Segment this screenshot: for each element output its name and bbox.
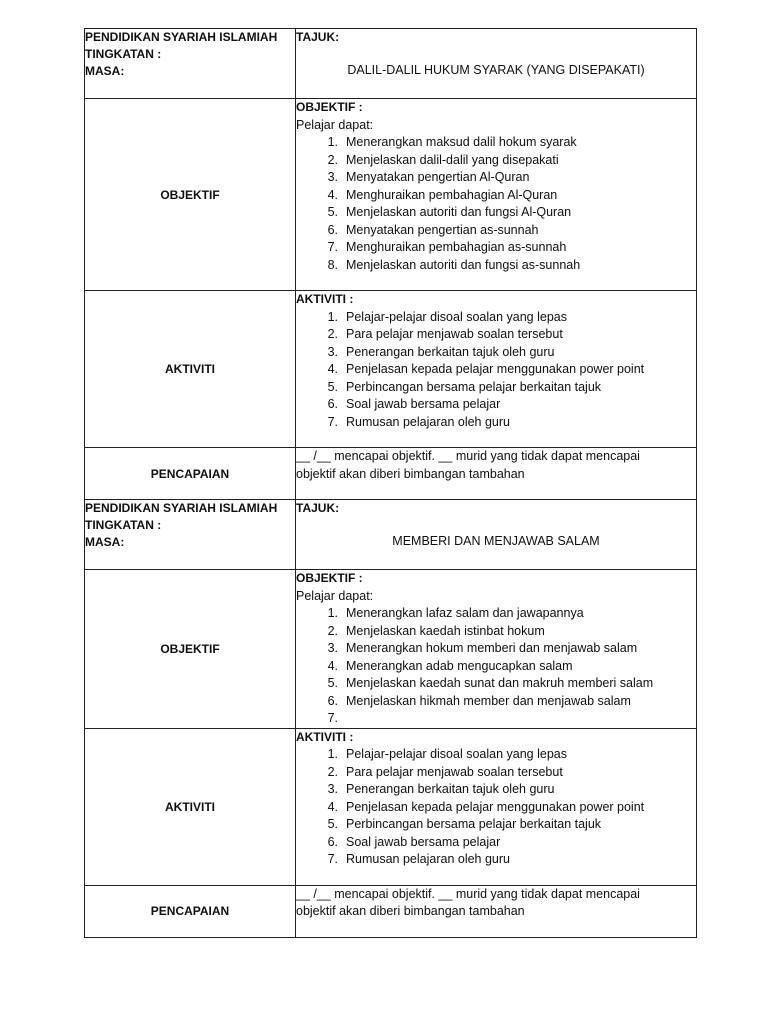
topic-cell bbox=[296, 500, 697, 570]
list-item: 5. Perbincangan bersama pelajar berkaitan tajuk bbox=[327, 817, 602, 831]
achievement-row-label: PENCAPAIAN bbox=[85, 885, 296, 937]
activity-heading: AKTIVITI : bbox=[296, 729, 354, 744]
time-label: MASA: bbox=[85, 535, 125, 549]
list-item: 4. Penjelasan kepada pelajar menggunakan power point bbox=[327, 362, 645, 376]
topic-title: MEMBERI DAN MENJAWAB SALAM bbox=[392, 534, 600, 548]
activity-row bbox=[85, 291, 697, 448]
list-item: 7. Menghuraikan pembahagian as-sunnah bbox=[327, 240, 567, 254]
lesson-plan-table bbox=[84, 28, 697, 938]
list-item: 8. Menjelaskan autoriti dan fungsi as-sunnah bbox=[327, 257, 581, 272]
activity-heading: AKTIVITI : bbox=[296, 292, 354, 306]
activity-row bbox=[85, 728, 697, 885]
list-item: 3. Penerangan berkaitan tajuk oleh guru bbox=[327, 344, 555, 359]
list-item: 4. Menerangkan adab mengucapkan salam bbox=[327, 658, 573, 673]
activity-row-label: AKTIVITI bbox=[85, 291, 296, 448]
subject-name: PENDIDIKAN SYARIAH ISLAMIAH bbox=[85, 30, 278, 44]
list-item: 6. Soal jawab bersama pelajar bbox=[327, 834, 501, 849]
activity-content bbox=[296, 291, 697, 448]
list-item: 3. Penerangan berkaitan tajuk oleh guru bbox=[327, 782, 555, 796]
list-item: 5. Menjelaskan autoriti dan fungsi Al-Quran bbox=[327, 205, 572, 219]
level-label: TINGKATAN : bbox=[85, 518, 162, 532]
topic-title: DALIL-DALIL HUKUM SYARAK (YANG DISEPAKATI) bbox=[347, 63, 645, 77]
achievement-row-label: PENCAPAIAN bbox=[85, 448, 296, 500]
objective-heading: OBJEKTIF : bbox=[296, 571, 363, 585]
activity-content bbox=[296, 728, 697, 885]
objective-list bbox=[296, 134, 696, 274]
objective-intro: Pelajar dapat: bbox=[296, 588, 374, 603]
achievement-row bbox=[85, 448, 697, 500]
header-info-cell bbox=[85, 29, 296, 99]
list-item: 7. Rumusan pelajaran oleh guru bbox=[327, 414, 510, 429]
objective-row bbox=[85, 99, 697, 291]
list-item: 4. Menghuraikan pembahagian Al-Quran bbox=[327, 187, 558, 202]
topic-label: TAJUK: bbox=[296, 30, 340, 44]
list-item: 1. Pelajar-pelajar disoal soalan yang lepas bbox=[327, 309, 567, 324]
list-item: 1. Menerangkan lafaz salam dan jawapannya bbox=[327, 606, 584, 620]
achievement-row bbox=[85, 885, 697, 937]
list-item: 2. Menjelaskan kaedah istinbat hokum bbox=[327, 623, 545, 638]
list-item: 4. Penjelasan kepada pelajar menggunakan power point bbox=[327, 799, 645, 814]
objective-content bbox=[296, 570, 697, 729]
time-label: MASA: bbox=[85, 64, 125, 78]
list-item: 6. Menjelaskan hikmah member dan menjawab salam bbox=[327, 693, 631, 708]
list-item: 1. Pelajar-pelajar disoal soalan yang lepas bbox=[327, 747, 567, 761]
objective-row-label: OBJEKTIF bbox=[85, 99, 296, 291]
achievement-content bbox=[296, 448, 697, 500]
achievement-content bbox=[296, 885, 697, 937]
header-row bbox=[85, 29, 697, 99]
list-item: 2. Para pelajar menjawab soalan tersebut bbox=[327, 327, 563, 341]
activity-row-label: AKTIVITI bbox=[85, 728, 296, 885]
achievement-line: __ /__ mencapai objektif. __ murid yang tidak dapat mencapai bbox=[296, 886, 640, 901]
list-item: 5. Perbincangan bersama pelajar berkaitan tajuk bbox=[327, 379, 602, 394]
objective-content bbox=[296, 99, 697, 291]
topic-label: TAJUK: bbox=[296, 501, 340, 515]
objective-list bbox=[296, 605, 696, 728]
header-info-cell bbox=[85, 500, 296, 570]
achievement-line: objektif akan diberi bimbangan tambahan bbox=[296, 904, 525, 918]
objective-heading: OBJEKTIF : bbox=[296, 100, 363, 114]
achievement-line: objektif akan diberi bimbangan tambahan bbox=[296, 466, 525, 481]
level-label: TINGKATAN : bbox=[85, 47, 162, 61]
achievement-line: __ /__ mencapai objektif. __ murid yang tidak dapat mencapai bbox=[296, 449, 640, 463]
list-item: 7. bbox=[327, 711, 338, 725]
header-row bbox=[85, 500, 697, 570]
subject-name: PENDIDIKAN SYARIAH ISLAMIAH bbox=[85, 501, 278, 515]
objective-row bbox=[85, 570, 697, 729]
list-item: 3. Menyatakan pengertian Al-Quran bbox=[327, 170, 530, 184]
list-item: 5. Menjelaskan kaedah sunat dan makruh memberi salam bbox=[327, 676, 654, 690]
list-item: 2. Menjelaskan dalil-dalil yang disepakati bbox=[327, 152, 559, 167]
list-item: 6. Soal jawab bersama pelajar bbox=[327, 397, 501, 411]
activity-list bbox=[296, 309, 696, 432]
objective-intro: Pelajar dapat: bbox=[296, 117, 374, 132]
list-item: 6. Menyatakan pengertian as-sunnah bbox=[327, 222, 539, 237]
list-item: 3. Menerangkan hokum memberi dan menjawab salam bbox=[327, 641, 638, 655]
list-item: 2. Para pelajar menjawab soalan tersebut bbox=[327, 764, 563, 779]
list-item: 7. Rumusan pelajaran oleh guru bbox=[327, 852, 510, 866]
activity-list bbox=[296, 746, 696, 869]
objective-row-label: OBJEKTIF bbox=[85, 570, 296, 729]
topic-cell bbox=[296, 29, 697, 99]
list-item: 1. Menerangkan maksud dalil hokum syarak bbox=[327, 135, 577, 149]
